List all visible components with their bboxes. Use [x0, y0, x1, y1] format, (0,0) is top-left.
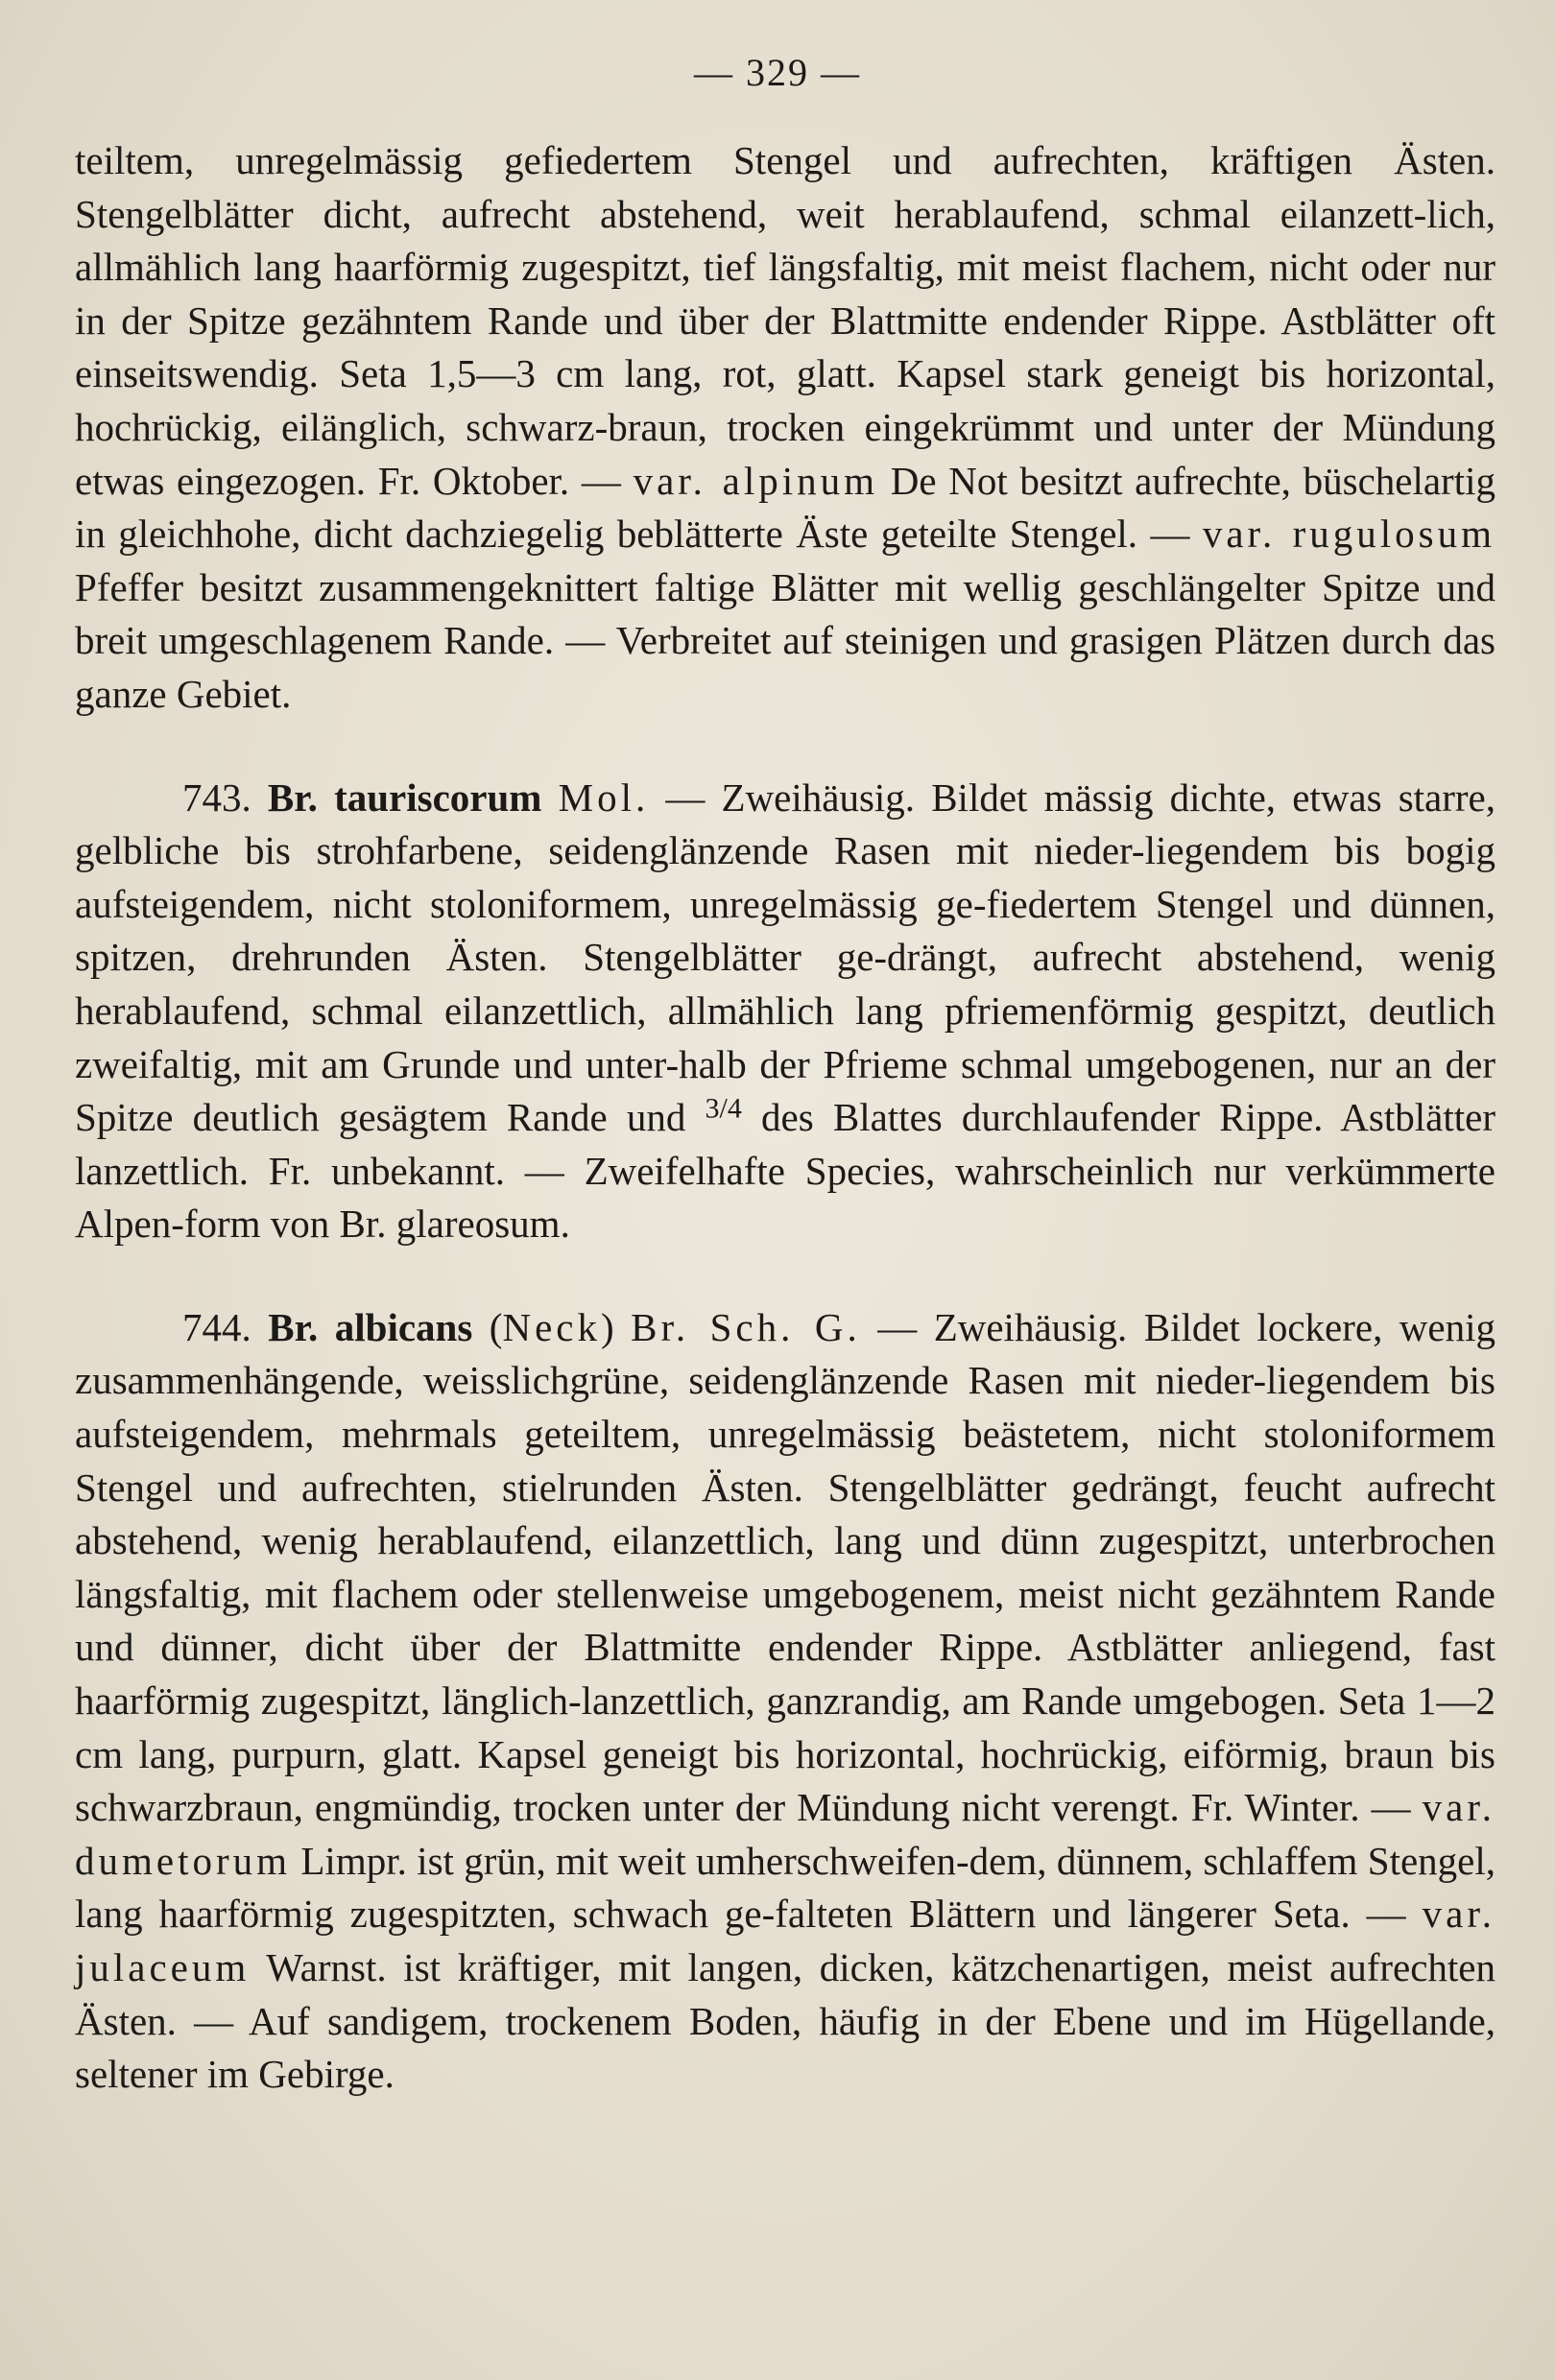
text-run: Warnst. ist kräftiger, mit langen, dicken, kätzchenartigen, meist aufrechten Ästen. — Auf sandigem, trockenem Boden, häufig in der Ebene und im Hügellande, seltener im Gebirge. [75, 1945, 1495, 2097]
species-name: Br. albicans [268, 1304, 473, 1349]
author-name: Mol. [558, 774, 650, 820]
variety-name: var. julaceum [75, 1892, 1495, 1989]
species-entry-744 [75, 1301, 1495, 2102]
text-run: De Not besitzt aufrechte, büschelartig in gleichhohe, dicht dachziegelig beblätterte Äste geteilte Stengel. — [75, 458, 1495, 557]
species-name: Br. tauriscorum [267, 774, 542, 820]
variety-name: var. dumetorum [75, 1785, 1495, 1883]
entry-number: 744. [182, 1304, 269, 1349]
fraction: 3/4 [705, 1092, 742, 1125]
text-run: ) [600, 1304, 632, 1349]
text-run: Pfeffer besitzt zusammengeknittert faltige Blätter mit wellig geschlängelter Spitze und breit umgeschlagenem Rande. — Verbreitet auf steinigen und grasigen Plätzen durch das ganze Gebiet. [75, 564, 1495, 716]
text-run: — Zweihäusig. Bildet lockere, wenig zusammenhängende, weisslichgrüne, seidenglänzende Rasen mit nieder-liegendem bis aufsteigendem, mehrmals geteiltem, unregelmässig beästetem, nicht stoloniformem Stengel und aufrechten, stielrunden Ästen. Stengelblätter gedrängt, feucht aufrecht abstehend, wenig herablaufend, eilanzettlich, lang und dünn zugespitzt, unterbrochen längsfaltig, mit flachem oder stellenweise umgebogenem, meist nicht gezähntem Rande und dünner, dicht über der Blattmitte endender Rippe. Astblätter anliegend, fast haarförmig zugespitzt, länglich-lanzettlich, ganzrandig, am Rande umgebogen. Seta 1—2 cm lang, purpurn, glatt. Kapsel geneigt bis horizontal, hochrückig, eiförmig, braun bis schwarzbraun, engmündig, trocken unter der Mündung nicht verengt. Fr. Winter. — [75, 1304, 1496, 1830]
variety-name: var. alpinum [633, 458, 879, 503]
author-name: Br. Sch. G. [631, 1304, 861, 1349]
text-run: des Blattes durchlaufender Rippe. Astblätter lanzettlich. Fr. unbekannt. — Zweifelhafte Species, wahrscheinlich nur verkümmerte Alpen-form von Br. glareosum. [75, 1095, 1495, 1247]
entry-number: 743. [182, 774, 268, 820]
text-run: teiltem, unregelmässig gefiedertem Stengel und aufrechten, kräftigen Ästen. Stengelblätter dicht, aufrecht abstehend, weit herablaufend, schmal eilanzett-lich, allmählich lang haarförmig zugespitzt, tief längsfaltig, mit meist flachem, nicht oder nur in der Spitze gezähntem Rande und über der Blattmitte endender Rippe. Astblätter oft einseitswendig. Seta 1,5—3 cm lang, rot, glatt. Kapsel stark geneigt bis horizontal, hochrückig, eilänglich, schwarz-braun, trocken eingekrümmt und unter der Mündung etwas eingezogen. Fr. Oktober. — [75, 138, 1495, 503]
text-run: Limpr. ist grün, mit weit umherschweifen-dem, dünnem, schlaffem Stengel, lang haarförmig zugespitzten, schwach ge-falteten Blättern und längerer Seta. — [75, 1838, 1495, 1937]
variety-name: var. rugulosum [1202, 512, 1495, 557]
text-run: — Zweihäusig. Bildet mässig dichte, etwas starre, gelbliche bis strohfarbene, seidenglänzende Rasen mit nieder-liegendem bis bogig aufsteigendem, nicht stoloniformem, unregelmässig ge-fiedertem Stengel und dünnen, spitzen, drehrunden Ästen. Stengelblätter ge-drängt, aufrecht abstehend, wenig herablaufend, schmal eilanzettlich, allmählich lang pfriemenförmig gespitzt, deutlich zweifaltig, mit am Grunde und unter-halb der Pfrieme schmal umgebogenen, nur an der Spitze deutlich gesägtem Rande und [75, 774, 1496, 1140]
page-body [75, 134, 1495, 2102]
page-number: — 329 — [694, 51, 861, 94]
species-entry-743 [75, 772, 1495, 1251]
text-run [541, 775, 558, 820]
author-name: Neck [502, 1304, 601, 1349]
text-run: ( [472, 1304, 503, 1349]
paragraph-continuation [75, 134, 1495, 722]
